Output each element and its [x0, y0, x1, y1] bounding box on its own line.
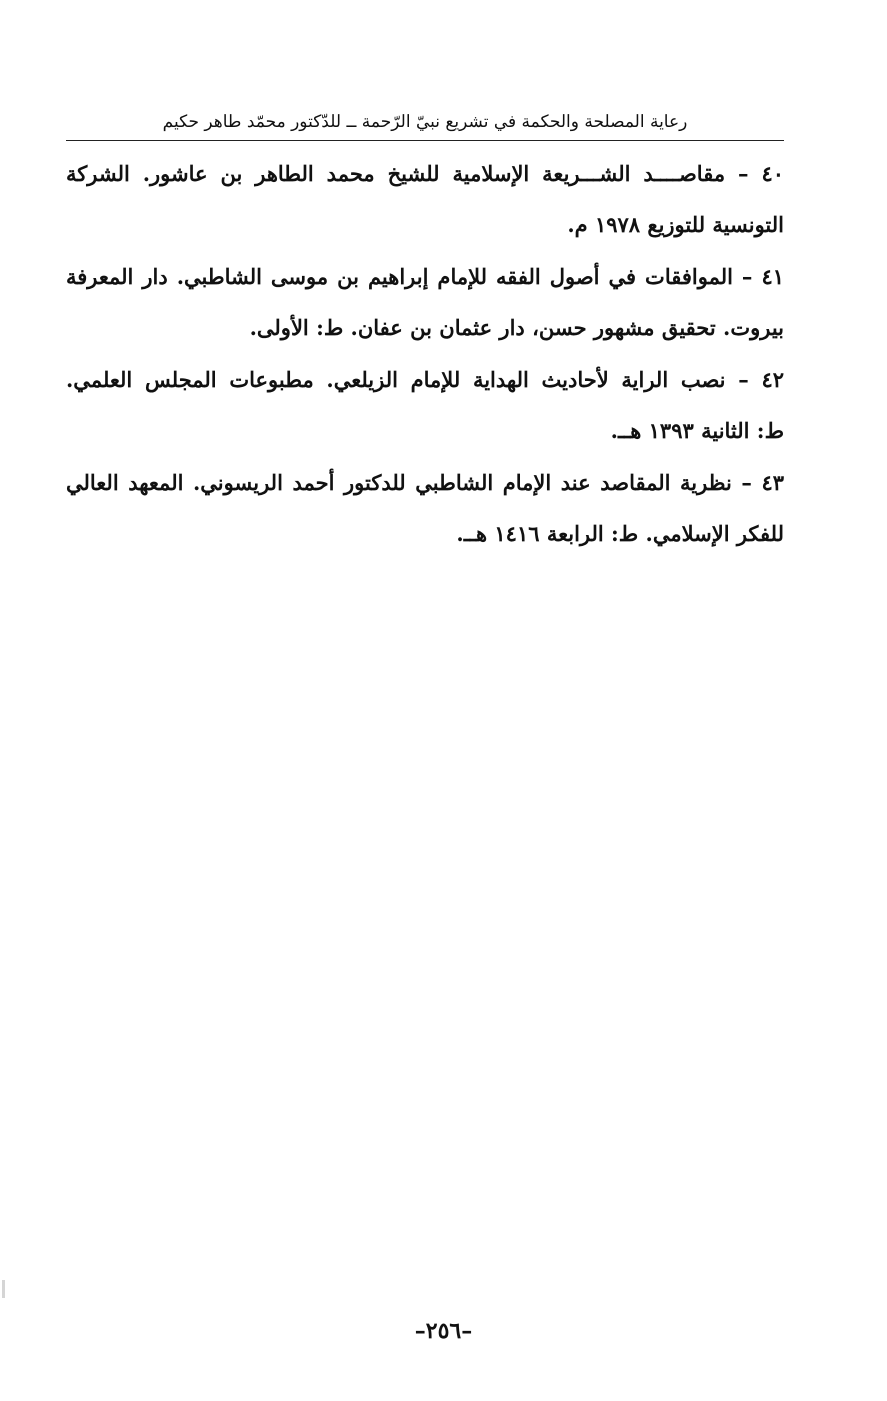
entry-line: للفكر الإسلامي. ط: الرابعة ١٤١٦ هــ. — [456, 521, 784, 546]
bibliography-entry-41 — [66, 253, 784, 356]
bibliography-entry-43 — [66, 459, 784, 562]
entry-line: ٤٣ – نظرية المقاصد عند الإمام الشاطبي للدكتور أحمد الريسوني. المعهد العالي — [66, 470, 784, 495]
entry-line: ط: الثانية ١٣٩٣ هــ. — [610, 418, 784, 443]
bibliography-list — [66, 150, 784, 562]
header-divider — [66, 140, 784, 141]
page-number: –٢٥٦– — [414, 1318, 473, 1344]
entry-line: بيروت. تحقيق مشهور حسن، دار عثمان بن عفان. ط: الأولى. — [249, 315, 784, 340]
scan-artifact — [2, 1280, 5, 1298]
running-header: رعاية المصلحة والحكمة في تشريع نبيّ الرّحمة ــ للدّكتور محمّد طاهر حكيم — [162, 112, 688, 132]
entry-line: ٤٢ – نصب الراية لأحاديث الهداية للإمام الزيلعي. مطبوعات المجلس العلمي. — [66, 367, 784, 392]
bibliography-entry-42 — [66, 356, 784, 459]
entry-line: التونسية للتوزيع ١٩٧٨ م. — [567, 212, 784, 237]
entry-line: ٤٠ – مقاصــــد الشـــريعة الإسلامية للشيخ محمد الطاهر بن عاشور. الشركة — [66, 161, 784, 186]
bibliography-entry-40 — [66, 150, 784, 253]
entry-line: ٤١ – الموافقات في أصول الفقه للإمام إبراهيم بن موسى الشاطبي. دار المعرفة — [66, 264, 784, 289]
